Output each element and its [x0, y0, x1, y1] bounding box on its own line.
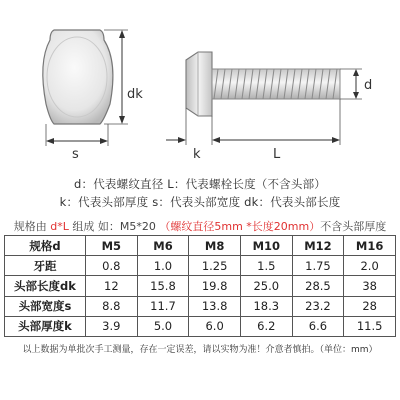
- column-header: M8: [189, 236, 241, 256]
- table-cell: 19.8: [189, 276, 241, 296]
- disclaimer-note: 以上数据为单批次手工测量，存在一定误差，请以实物为准！介意者慎拍。（单位：mm）: [22, 345, 378, 355]
- table-cell: 3.9: [86, 316, 138, 336]
- column-header: M6: [137, 236, 189, 256]
- s-label: s: [72, 147, 79, 162]
- spec-table: [4, 235, 396, 337]
- table-cell: 6.2: [240, 316, 292, 336]
- s-dimension: [46, 124, 108, 162]
- spec-format-line: [0, 218, 400, 234]
- k-label: k: [193, 147, 201, 162]
- table-cell: 12: [86, 276, 138, 296]
- column-header: M5: [86, 236, 138, 256]
- bolt-head-side: [186, 52, 212, 116]
- d-label: d: [364, 78, 373, 93]
- row-label: 头部宽度s: [5, 296, 86, 316]
- bolt-side-view: [186, 52, 340, 116]
- spec-suffix: 不含头部厚度: [320, 220, 387, 233]
- L-label: L: [273, 147, 281, 162]
- table-cell: 13.8: [189, 296, 241, 316]
- table-cell: 6.6: [292, 316, 344, 336]
- head-end-view: [43, 30, 113, 124]
- bolt-dimension-diagram: [0, 0, 400, 175]
- table-row: [5, 296, 396, 316]
- table-cell: 1.0: [137, 256, 189, 276]
- table-cell: 1.25: [189, 256, 241, 276]
- k-dimension: [166, 108, 228, 162]
- table-cell: 1.5: [240, 256, 292, 276]
- table-cell: 2.0: [344, 256, 396, 276]
- table-header-row: [5, 236, 396, 256]
- table-cell: 28.5: [292, 276, 344, 296]
- head-outline: [43, 30, 113, 124]
- row-label: 头部厚度k: [5, 316, 86, 336]
- table-row: [5, 256, 396, 276]
- column-header: M16: [344, 236, 396, 256]
- table-cell: 0.8: [86, 256, 138, 276]
- spec-prefix: 规格由: [13, 220, 51, 233]
- table-cell: 25.0: [240, 276, 292, 296]
- table-cell: 15.8: [137, 276, 189, 296]
- table-row: [5, 316, 396, 336]
- d-dimension: [340, 69, 372, 99]
- table-cell: 18.3: [240, 296, 292, 316]
- dk-label: dk: [127, 87, 143, 102]
- spec-format: d*L: [50, 220, 69, 233]
- table-cell: 1.75: [292, 256, 344, 276]
- L-dimension: [214, 99, 340, 162]
- table-row: [5, 276, 396, 296]
- table-cell: 23.2: [292, 296, 344, 316]
- table-cell: 11.7: [137, 296, 189, 316]
- table-cell: 8.8: [86, 296, 138, 316]
- table-cell: 28: [344, 296, 396, 316]
- legend-line-1: d：代表螺纹直径 L：代表螺栓长度（不含头部）: [74, 177, 326, 191]
- column-header: M12: [292, 236, 344, 256]
- table-cell: 6.0: [189, 316, 241, 336]
- row-label: 牙距: [5, 256, 86, 276]
- row-label: 头部长度dk: [5, 276, 86, 296]
- table-cell: 5.0: [137, 316, 189, 336]
- table-cell: 11.5: [344, 316, 396, 336]
- spec-middle: 组成 如：M5*20: [68, 220, 160, 233]
- table-cell: 38: [344, 276, 396, 296]
- legend-line-2: k：代表头部厚度 s：代表头部宽度 dk：代表头部长度: [59, 195, 341, 209]
- column-header: M10: [240, 236, 292, 256]
- spec-example-detail: （螺纹直径5mm *长度20mm）: [159, 220, 321, 233]
- table-corner-header: 规格d: [5, 236, 86, 256]
